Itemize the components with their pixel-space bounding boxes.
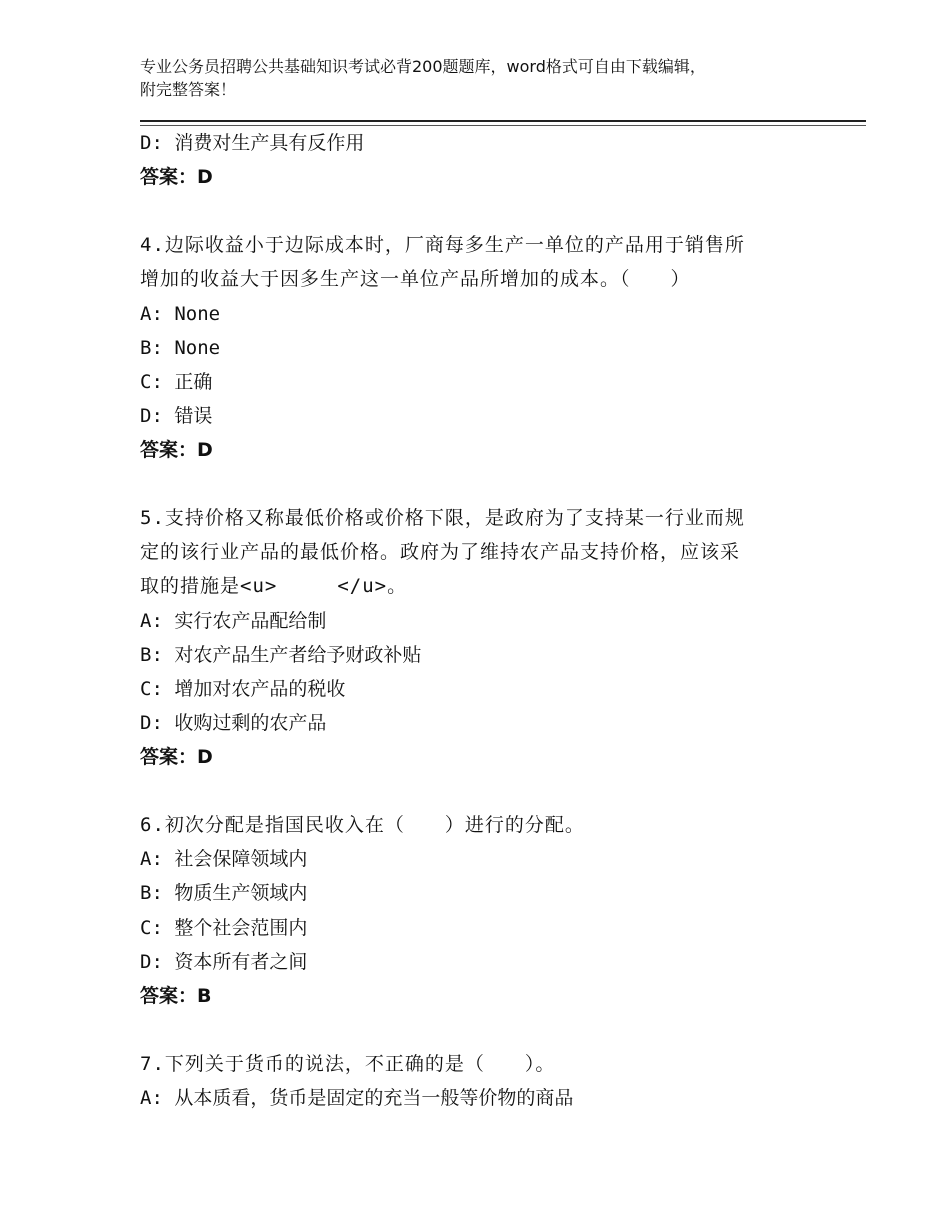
header-line-1: 专业公务员招聘公共基础知识考试必背200题题库，word格式可自由下载编辑， [140, 57, 706, 76]
q4-stem-line-2: 增加的收益大于因多生产这一单位产品所增加的成本。（ ） [140, 268, 691, 290]
q5-option-c: C: 增加对农产品的税收 [140, 678, 346, 700]
q6-option-b: B: 物质生产领域内 [140, 882, 308, 904]
q4-option-a: A: None [140, 303, 221, 325]
q5-option-d: D: 收购过剩的农产品 [140, 712, 327, 734]
q4-stem-line-1: 4.边际收益小于边际成本时，厂商每多生产一单位的产品用于销售所 [140, 234, 745, 256]
q4-option-d: D: 错误 [140, 405, 213, 427]
q6-stem-line-1: 6.初次分配是指国民收入在（ ）进行的分配。 [140, 814, 585, 836]
q6-option-d: D: 资本所有者之间 [140, 951, 308, 973]
q6-answer: 答案：B [140, 985, 212, 1007]
q5-option-b: B: 对农产品生产者给予财政补贴 [140, 644, 422, 666]
q6-option-c: C: 整个社会范围内 [140, 917, 308, 939]
document-header [140, 55, 860, 101]
q5-answer: 答案：D [140, 746, 213, 768]
q3-answer: 答案：D [140, 166, 213, 188]
q4-answer: 答案：D [140, 439, 213, 461]
q5-stem-line-1: 5.支持价格又称最低价格或价格下限，是政府为了支持某一行业而规 [140, 507, 745, 529]
q5-stem-line-2: 定的该行业产品的最低价格。政府为了维持农产品支持价格，应该采 [140, 541, 741, 563]
q7-option-a: A: 从本质看，货币是固定的充当一般等价物的商品 [140, 1087, 574, 1109]
header-rule-thick [140, 120, 866, 122]
q6-option-a: A: 社会保障领域内 [140, 848, 308, 870]
q4-option-b: B: None [140, 337, 221, 359]
q5-option-a: A: 实行农产品配给制 [140, 610, 327, 632]
q4-option-c: C: 正确 [140, 371, 213, 393]
q3-option-d: D: 消费对生产具有反作用 [140, 132, 365, 154]
q5-stem-line-3: 取的措施是<u> </u>。 [140, 575, 408, 597]
header-line-2: 附完整答案！ [140, 80, 237, 99]
q7-stem-line-1: 7.下列关于货币的说法，不正确的是（ ）。 [140, 1053, 556, 1075]
